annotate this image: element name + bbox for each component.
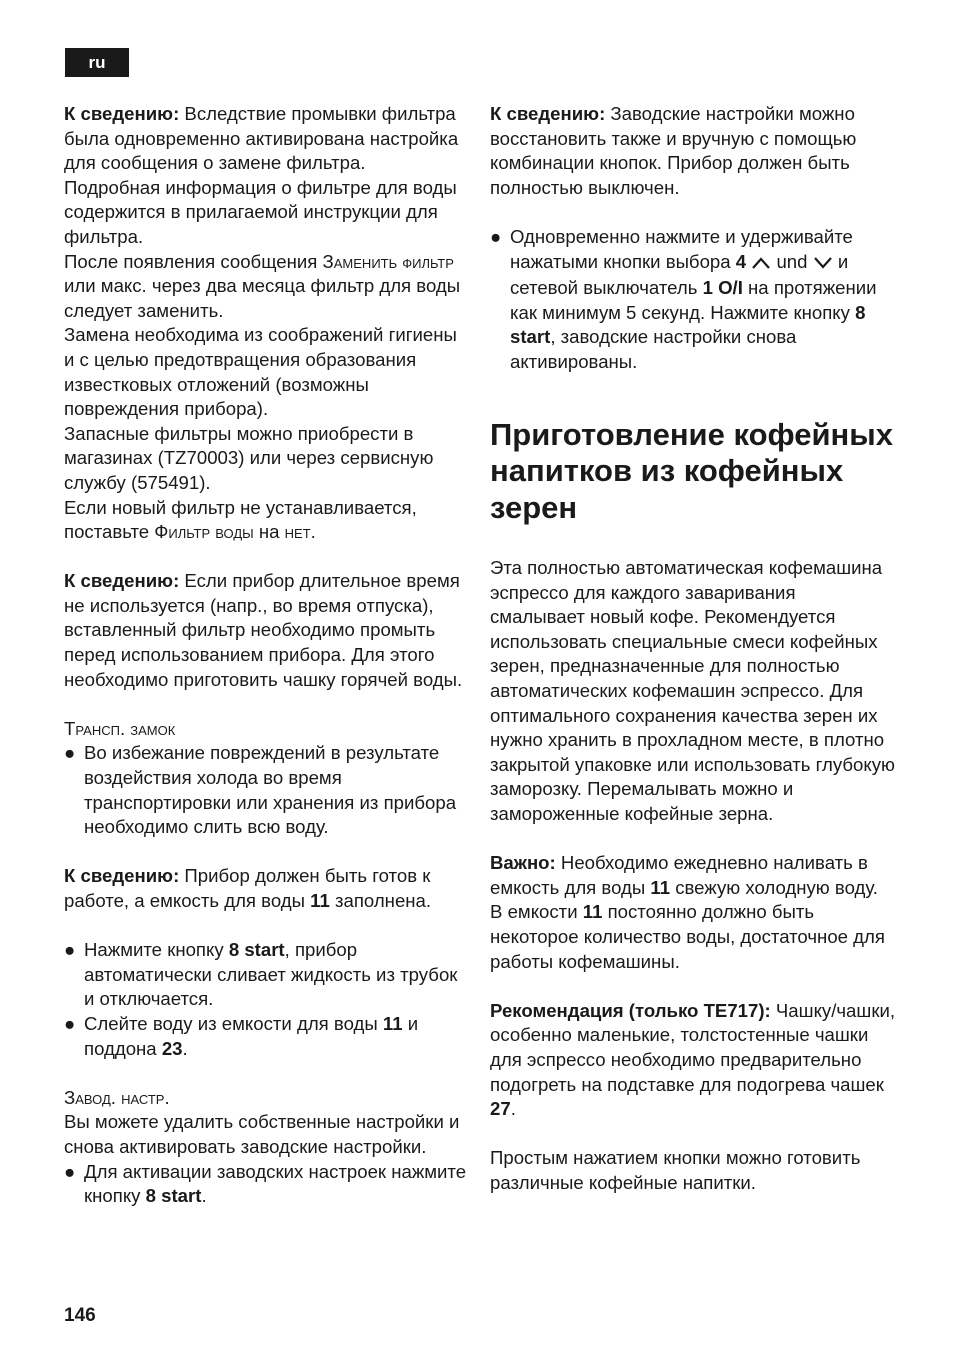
list-item: ● Слейте воду из емкости для воды 11 и поддона 23. xyxy=(64,1012,419,1059)
paragraph-hygiene: Замена необходима из соображений гигиены и с целью предотвращения образования известковых отложений (возможны повреждения прибора). xyxy=(64,324,457,420)
bullet-icon: ● xyxy=(64,1012,76,1034)
section-title-transport: Трансп. замок xyxy=(64,717,176,739)
note-important: Важно: Необходимо ежедневно наливать в емкость для воды 11 свежую холодную воду. В емкости 11 постоянно должно быть некоторое количество воды, достаточное для работы кофемашины. xyxy=(490,852,885,972)
list-item: ● Для активации заводских настроек нажмите кнопку 8 start. xyxy=(64,1160,467,1207)
language-tag: ru xyxy=(65,48,129,77)
left-column xyxy=(64,102,469,1209)
list-item: ● Одновременно нажмите и удерживайте нажатыми кнопки выбора 4 und и сетевой выключатель 1 O/I на протяжении как минимум 5 секунд. Нажмите кнопку 8 start, заводские настройки снова активированы. xyxy=(490,225,877,372)
list-item: ● Нажмите кнопку 8 start, прибор автоматически сливает жидкость из трубок и отключается. xyxy=(64,939,458,1010)
paragraph-replace-filter: После появления сообщения Заменить фильтр или макс. через два месяца фильтр для воды следует заменить. xyxy=(64,250,461,321)
paragraph-no-filter: Если новый фильтр не устанавливается, поставьте Фильтр воды на нет. xyxy=(64,496,417,543)
page-number: 146 xyxy=(64,1305,96,1326)
combo-list xyxy=(490,225,895,375)
bullet-icon: ● xyxy=(64,742,76,764)
section-title-factory: Завод. настр. xyxy=(64,1086,170,1108)
transport-list xyxy=(64,741,469,839)
drain-list xyxy=(64,938,469,1061)
note-manual-reset: К сведению: Заводские настройки можно восстановить также и вручную с помощью комбинации кнопок. Прибор должен быть полностью выключен. xyxy=(490,103,857,198)
note-ready: К сведению: Прибор должен быть готов к работе, а емкость для воды 11 заполнена. xyxy=(64,865,432,911)
paragraph-intro: Эта полностью автоматическая кофемашина эспрессо для каждого заваривания смалывает новый кофе. Рекомендуется использовать специальные смеси кофейных зерен, предназначенные для полностью автоматических кофемашин эспрессо. Для оптимального сохранения качества зерен их нужно хранить в прохладном месте, в плотно закрытой упаковке или использовать глубокую заморозку. Перемалывать можно и замороженные кофейные зерна. xyxy=(490,557,895,824)
paragraph-factory: Вы можете удалить собственные настройки и снова активировать заводские настройки. xyxy=(64,1111,460,1157)
bullet-icon: ● xyxy=(490,225,502,247)
paragraph-filter-details: Подробная информация о фильтре для воды содержится в прилагаемой инструкции для фильтра. xyxy=(64,176,457,247)
note-filter-activation: К сведению: Вследствие промывки фильтра была одновременно активирована настройка для сообщения о замене фильтра. xyxy=(64,103,459,174)
bullet-icon: ● xyxy=(64,939,76,961)
factory-list xyxy=(64,1160,469,1209)
bullet-icon: ● xyxy=(64,1160,76,1182)
right-column xyxy=(490,102,895,1195)
chevron-up-icon xyxy=(751,252,771,277)
note-recommendation: Рекомендация (только TE717): Чашку/чашки, особенно маленькие, толстостенные чашки для эспрессо необходимо предварительно подогреть на подставке для подогрева чашек 27. xyxy=(490,999,896,1120)
list-item: ● Во избежание повреждений в результате воздействия холода во время транспортировки или хранения из прибора необходимо слить всю воду. xyxy=(64,742,457,838)
paragraph-simple: Простым нажатием кнопки можно готовить различные кофейные напитки. xyxy=(490,1147,861,1193)
note-long-unused: К сведению: Если прибор длительное время не используется (напр., во время отпуска), вставленный фильтр необходимо промыть перед использованием прибора. Для этого необходимо приготовить чашку горячей воды. xyxy=(64,570,463,690)
paragraph-spare-filters: Запасные фильтры можно приобрести в магазинах (TZ70003) или через сервисную службу (575491). xyxy=(64,422,434,493)
section-heading: Приготовление кофейных напитков из кофейных зерен xyxy=(490,416,893,525)
chevron-down-icon xyxy=(813,252,833,277)
